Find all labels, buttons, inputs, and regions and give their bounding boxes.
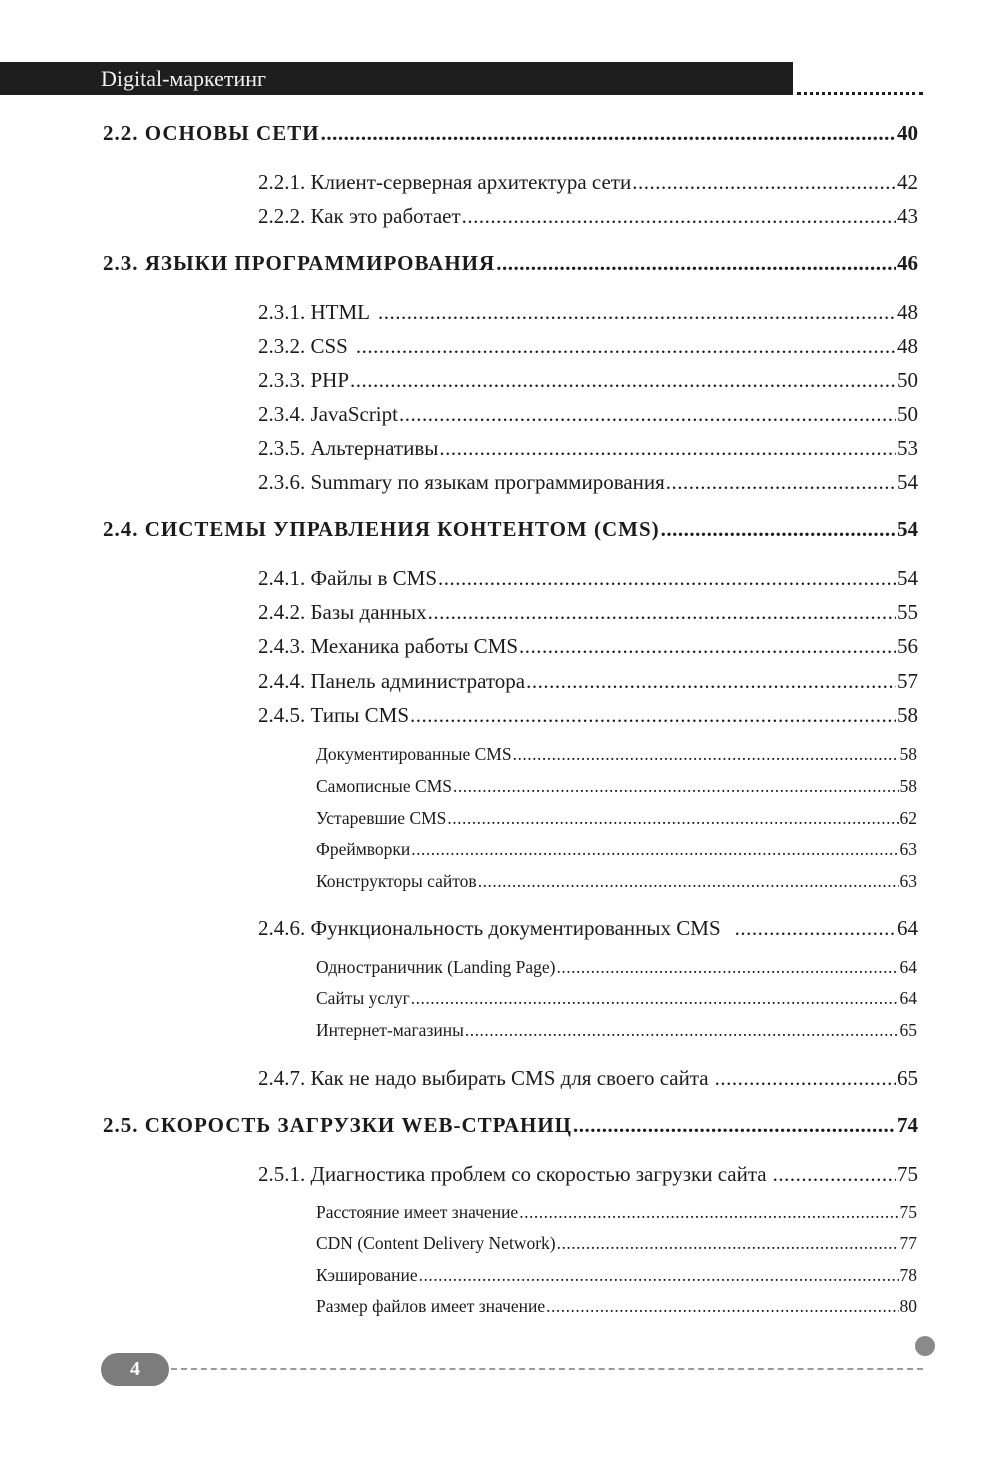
page-number-badge	[101, 1353, 169, 1386]
toc-entry-page: 53	[897, 436, 918, 460]
toc-entry-page: 46	[897, 251, 918, 275]
toc-leader	[478, 871, 899, 892]
running-header-title: Digital-маркетинг	[101, 66, 267, 91]
toc-leader	[399, 402, 896, 427]
toc-leader	[465, 1020, 899, 1041]
toc-entry-title: 2.3.3. PHP	[258, 368, 350, 392]
toc-entry-title: 2.2.2. Как это работает	[258, 204, 461, 228]
toc-entry	[258, 1066, 918, 1091]
toc-entry-page: 80	[899, 1296, 917, 1316]
toc-leader	[632, 170, 896, 195]
toc-entry-page: 64	[899, 988, 917, 1008]
toc-leader	[526, 669, 896, 694]
toc-entry-title: 2.4.5. Типы CMS	[258, 703, 409, 727]
toc-entry	[258, 470, 918, 495]
toc-entry-page: 57	[897, 669, 918, 693]
toc-leader	[411, 988, 899, 1009]
toc-entry-title: 2.2. ОСНОВЫ СЕТИ	[103, 121, 320, 145]
toc-leader	[378, 300, 896, 325]
toc-leader	[447, 808, 898, 829]
toc-entry-page: 54	[897, 517, 918, 541]
toc-entry-page: 48	[897, 300, 918, 324]
toc-entry-page: 54	[897, 566, 918, 590]
toc-entry	[316, 839, 917, 860]
toc-leader	[519, 1202, 898, 1223]
toc-leader	[419, 1265, 899, 1286]
toc-leader	[513, 744, 899, 765]
toc-entry	[316, 871, 917, 892]
toc-entry-title: 2.3.2. CSS	[258, 334, 348, 358]
toc-entry-title: 2.4. СИСТЕМЫ УПРАВЛЕНИЯ КОНТЕНТОМ (CMS)	[103, 517, 660, 541]
toc-entry	[103, 517, 918, 542]
toc-entry	[316, 1233, 917, 1254]
page-number: 4	[130, 1358, 140, 1380]
toc-leader	[715, 1066, 896, 1091]
toc-leader	[439, 436, 896, 461]
toc-entry	[316, 776, 917, 797]
toc-leader	[462, 204, 896, 229]
header-dotted-rule	[797, 92, 923, 95]
toc-entry-page: 58	[897, 703, 918, 727]
toc-entry-title: 2.3. ЯЗЫКИ ПРОГРАММИРОВАНИЯ	[103, 251, 496, 275]
toc-entry-title: Одностраничник (Landing Page)	[316, 957, 556, 977]
toc-entry-page: 58	[899, 744, 917, 764]
toc-entry-page: 56	[897, 634, 918, 658]
toc-entry	[103, 1113, 918, 1138]
toc-entry	[258, 204, 918, 229]
toc-entry-title: 2.4.3. Механика работы CMS	[258, 634, 519, 658]
toc-entry	[316, 744, 917, 765]
toc-entry-title: Фреймворки	[316, 839, 411, 859]
toc-entry-page: 63	[899, 839, 917, 859]
toc-leader	[496, 251, 896, 276]
toc-leader	[573, 1113, 896, 1138]
toc-leader	[453, 776, 899, 797]
toc-entry-title: Сайты услуг	[316, 988, 410, 1008]
toc-entry	[316, 808, 917, 829]
toc-entry-title: 2.3.1. HTML	[258, 300, 370, 324]
toc-leader	[356, 334, 896, 359]
toc-entry-page: 40	[897, 121, 918, 145]
toc-entry-page: 64	[899, 957, 917, 977]
toc-entry-page: 77	[899, 1233, 917, 1253]
toc-entry-page: 43	[897, 204, 918, 228]
toc-entry-title: 2.5.1. Диагностика проблем со скоростью загрузки сайта	[258, 1162, 767, 1186]
toc-entry-title: CDN (Content Delivery Network)	[316, 1233, 556, 1253]
toc-entry	[258, 436, 918, 461]
toc-leader	[519, 634, 896, 659]
toc-entry	[103, 251, 918, 276]
toc-entry-page: 75	[897, 1162, 918, 1186]
toc-entry	[258, 634, 918, 659]
toc-entry-title: 2.5. СКОРОСТЬ ЗАГРУЗКИ WEB-СТРАНИЦ	[103, 1113, 572, 1137]
toc-entry-page: 54	[897, 470, 918, 494]
toc-entry	[316, 1265, 917, 1286]
toc-entry-page: 58	[899, 776, 917, 796]
toc-entry-title: 2.2.1. Клиент-серверная архитектура сети	[258, 170, 632, 194]
toc-entry-title: Кэширование	[316, 1265, 418, 1285]
toc-entry	[258, 334, 918, 359]
toc-entry-page: 64	[897, 916, 918, 940]
running-header-bar	[0, 62, 793, 95]
toc-entry-title: 2.4.2. Базы данных	[258, 600, 427, 624]
toc-entry-title: Самописные CMS	[316, 776, 452, 796]
toc-entry	[316, 1020, 917, 1041]
toc-leader	[321, 121, 896, 146]
toc-leader	[428, 600, 896, 625]
toc-entry	[258, 170, 918, 195]
toc-entry-page: 50	[897, 368, 918, 392]
toc-leader	[557, 1233, 899, 1254]
toc-leader	[773, 1162, 896, 1187]
toc-entry-page: 48	[897, 334, 918, 358]
toc-entry-page: 42	[897, 170, 918, 194]
toc-entry	[316, 988, 917, 1009]
toc-entry-title: Размер файлов имеет значение	[316, 1296, 546, 1316]
toc-entry-title: 2.4.6. Функциональность документированных CMS	[258, 916, 721, 940]
toc-leader	[666, 470, 896, 495]
toc-leader	[735, 916, 896, 941]
toc-leader	[557, 957, 899, 978]
toc-entry-title: 2.4.1. Файлы в CMS	[258, 566, 438, 590]
toc-entry-title: Расстояние имеет значение	[316, 1202, 519, 1222]
toc-entry-page: 78	[899, 1265, 917, 1285]
toc-entry-title: Документированные CMS	[316, 744, 512, 764]
toc-entry	[316, 1296, 917, 1317]
toc-entry	[258, 916, 918, 941]
toc-entry-title: 2.3.4. JavaScript	[258, 402, 398, 426]
toc-entry	[258, 669, 918, 694]
toc-entry	[258, 368, 918, 393]
toc-entry-page: 65	[897, 1066, 918, 1090]
toc-entry	[316, 1202, 917, 1223]
toc-entry-title: Конструкторы сайтов	[316, 871, 477, 891]
toc-entry	[258, 566, 918, 591]
toc-entry-page: 63	[899, 871, 917, 891]
toc-entry-title: Интернет-магазины	[316, 1020, 464, 1040]
toc-entry-page: 55	[897, 600, 918, 624]
toc-leader	[438, 566, 896, 591]
toc-entry-page: 75	[899, 1202, 917, 1222]
toc-entry-title: Устаревшие CMS	[316, 808, 447, 828]
toc-leader	[661, 517, 896, 542]
toc-entry-title: 2.3.6. Summary по языкам программирования	[258, 470, 665, 494]
toc-entry-page: 50	[897, 402, 918, 426]
toc-leader	[350, 368, 896, 393]
toc-leader	[546, 1296, 898, 1317]
toc-entry	[258, 402, 918, 427]
toc-leader	[410, 703, 896, 728]
toc-entry	[258, 600, 918, 625]
toc-entry-title: 2.3.5. Альтернативы	[258, 436, 439, 460]
toc-entry	[103, 121, 918, 146]
toc-entry-page: 65	[899, 1020, 917, 1040]
toc-entry-title: 2.4.7. Как не надо выбирать CMS для своего сайта	[258, 1066, 709, 1090]
footer-dashed-rule	[171, 1368, 923, 1370]
toc-entry-page: 74	[897, 1113, 918, 1137]
toc-entry-title: 2.4.4. Панель администратора	[258, 669, 526, 693]
toc-entry	[258, 703, 918, 728]
toc-entry	[316, 957, 917, 978]
toc-entry-page: 62	[899, 808, 917, 828]
toc-leader	[411, 839, 898, 860]
footer-ornament-dot	[915, 1336, 935, 1356]
toc-entry	[258, 300, 918, 325]
toc-entry	[258, 1162, 918, 1187]
